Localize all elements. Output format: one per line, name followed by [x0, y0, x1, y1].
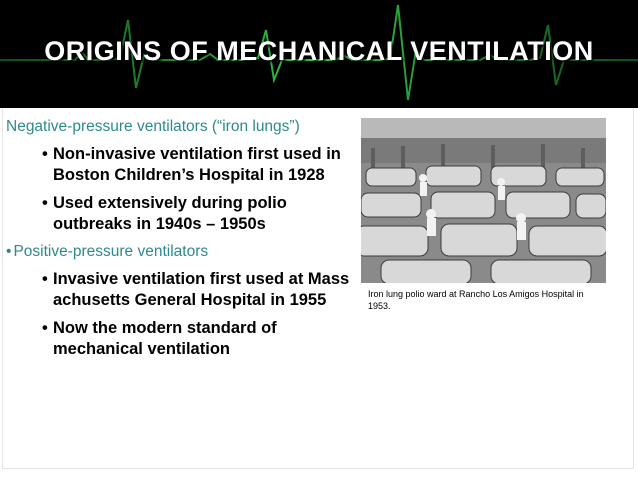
bullet-positive-pressure: [6, 241, 362, 262]
bullet-marker: •: [42, 194, 48, 212]
bullet-negative-pressure: [6, 116, 362, 137]
bullet-list: [6, 116, 362, 360]
bullet-marker: •: [42, 319, 48, 337]
bullet-text: Positive-pressure ventilators: [13, 243, 209, 260]
bullet-modern-standard: [6, 318, 362, 360]
bullet-text: Invasive ventilation first used at Mass achusetts General Hospital in 1955: [53, 270, 350, 309]
bullet-text: Non-invasive ventilation first used in Boston Children’s Hospital in 1928: [53, 145, 341, 184]
slide-title: ORIGINS OF MECHANICAL VENTILATION: [44, 36, 594, 66]
bullet-text: Now the modern standard of mechanical ventilation: [53, 319, 277, 358]
bullet-non-invasive: [6, 144, 362, 186]
title-banner: [0, 0, 638, 108]
iron-lung-ward-photo: [361, 118, 606, 283]
bullet-text: Negative-pressure ventilators (“iron lungs”): [6, 118, 300, 135]
bullet-polio-outbreaks: [6, 193, 362, 235]
bullet-marker: •: [6, 243, 12, 260]
bullet-invasive: [6, 269, 362, 311]
bullet-marker: •: [42, 145, 48, 163]
photo-caption: Iron lung polio ward at Rancho Los Amigos Hospital in 1953.: [368, 289, 584, 311]
bullet-text: Used extensively during polio outbreaks in 1940s – 1950s: [53, 194, 287, 233]
bullet-marker: •: [42, 270, 48, 288]
